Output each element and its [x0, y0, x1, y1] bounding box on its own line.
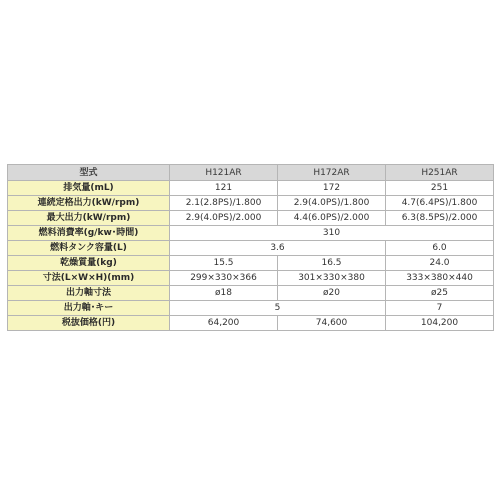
cell-value: 15.5	[170, 256, 278, 271]
row-dry-mass	[8, 256, 494, 271]
row-label: 最大出力(kW/rpm)	[8, 211, 170, 226]
cell-value: 104,200	[386, 316, 494, 331]
row-fuel-consumption	[8, 226, 494, 241]
cell-value: 6.0	[386, 241, 494, 256]
row-label: 乾燥質量(kg)	[8, 256, 170, 271]
cell-value: 16.5	[278, 256, 386, 271]
cell-value: 4.7(6.4PS)/1.800	[386, 196, 494, 211]
table-header-row	[8, 165, 494, 181]
cell-value-merged: 3.6	[170, 241, 386, 256]
row-fuel-tank-capacity	[8, 241, 494, 256]
row-max-output	[8, 211, 494, 226]
cell-value: ø18	[170, 286, 278, 301]
row-displacement	[8, 181, 494, 196]
row-label: 出力軸･キー	[8, 301, 170, 316]
cell-value: 251	[386, 181, 494, 196]
row-dimensions	[8, 271, 494, 286]
cell-value: 7	[386, 301, 494, 316]
row-continuous-rated-output	[8, 196, 494, 211]
cell-value: 24.0	[386, 256, 494, 271]
cell-value: 299×330×366	[170, 271, 278, 286]
engine-spec-table	[7, 164, 494, 331]
cell-value: 2.1(2.8PS)/1.800	[170, 196, 278, 211]
cell-value: 172	[278, 181, 386, 196]
cell-value: ø20	[278, 286, 386, 301]
row-output-shaft-size	[8, 286, 494, 301]
header-model-3: H251AR	[386, 165, 494, 181]
cell-value-merged: 5	[170, 301, 386, 316]
cell-value-merged: 310	[170, 226, 494, 241]
row-label: 燃料消費率(g/kw･時間)	[8, 226, 170, 241]
header-label-model-type: 型式	[8, 165, 170, 181]
cell-value: 74,600	[278, 316, 386, 331]
row-output-shaft-key	[8, 301, 494, 316]
cell-value: ø25	[386, 286, 494, 301]
row-label: 寸法(L×W×H)(mm)	[8, 271, 170, 286]
header-model-2: H172AR	[278, 165, 386, 181]
cell-value: 2.9(4.0PS)/1.800	[278, 196, 386, 211]
cell-value: 4.4(6.0PS)/2.000	[278, 211, 386, 226]
cell-value: 121	[170, 181, 278, 196]
row-label: 連続定格出力(kW/rpm)	[8, 196, 170, 211]
row-label: 税抜価格(円)	[8, 316, 170, 331]
row-label: 燃料タンク容量(L)	[8, 241, 170, 256]
row-label: 出力軸寸法	[8, 286, 170, 301]
row-price-excl-tax	[8, 316, 494, 331]
cell-value: 6.3(8.5PS)/2.000	[386, 211, 494, 226]
cell-value: 333×380×440	[386, 271, 494, 286]
cell-value: 64,200	[170, 316, 278, 331]
row-label: 排気量(mL)	[8, 181, 170, 196]
header-model-1: H121AR	[170, 165, 278, 181]
cell-value: 301×330×380	[278, 271, 386, 286]
cell-value: 2.9(4.0PS)/2.000	[170, 211, 278, 226]
